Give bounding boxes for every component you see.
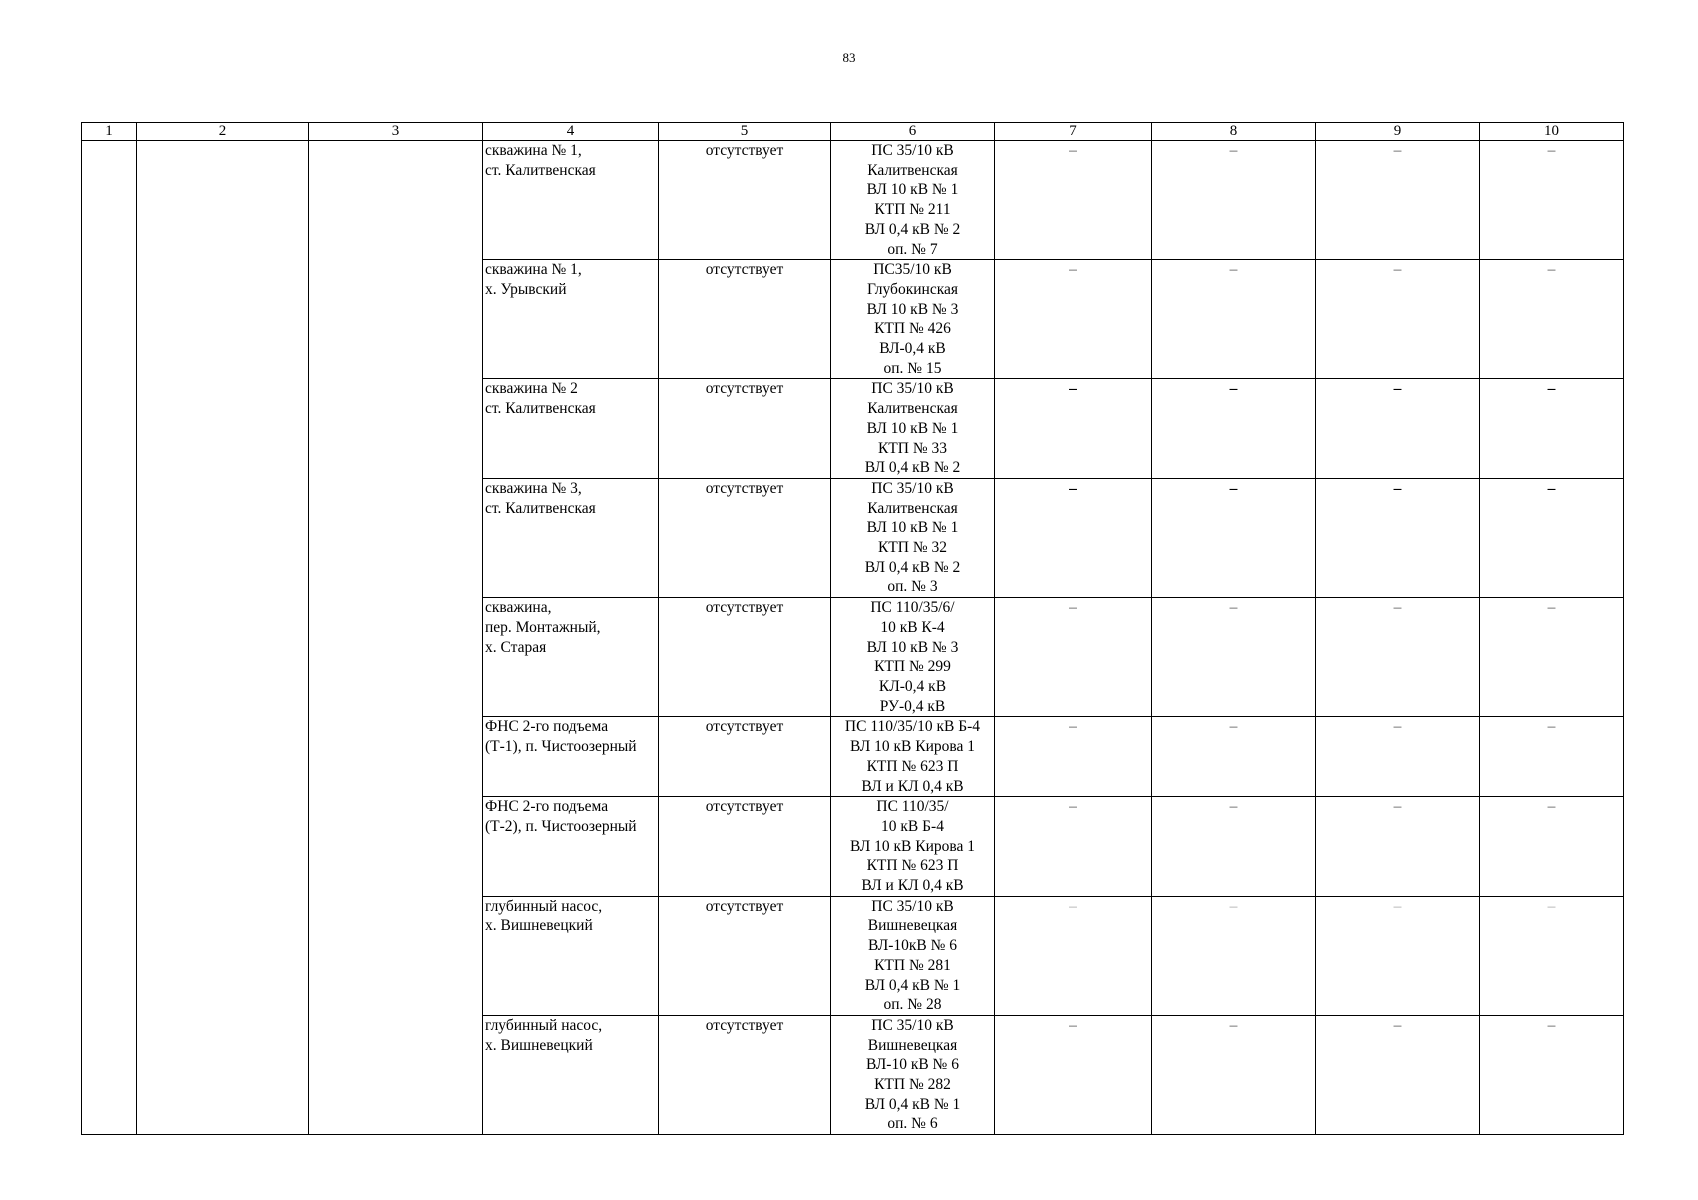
- header-row: [82, 123, 1624, 141]
- status-cell: отсутствует: [659, 478, 831, 597]
- cell-col2: [137, 141, 309, 1135]
- object-cell: скважина № 1, х. Урывский: [483, 260, 659, 379]
- supply-cell: ПС 110/35/ 10 кВ Б-4 ВЛ 10 кВ Кирова 1 КТП № 623 П ВЛ и КЛ 0,4 кВ: [831, 797, 995, 897]
- supply-cell: ПС 35/10 кВ Вишневецкая ВЛ-10 кВ № 6 КТП № 282 ВЛ 0,4 кВ № 1 оп. № 6: [831, 1015, 995, 1134]
- cell-col7: –: [995, 896, 1152, 1015]
- cell-col9: –: [1316, 260, 1480, 379]
- supply-cell: ПС 35/10 кВ Калитвенская ВЛ 10 кВ № 1 КТП № 33 ВЛ 0,4 кВ № 2: [831, 379, 995, 479]
- supply-cell: ПС 110/35/6/ 10 кВ К-4 ВЛ 10 кВ № 3 КТП № 299 КЛ-0,4 кВ РУ-0,4 кВ: [831, 598, 995, 717]
- col-header-4: 4: [483, 123, 659, 141]
- cell-col8: –: [1152, 797, 1316, 897]
- col-header-10: 10: [1480, 123, 1624, 141]
- object-cell: ФНС 2-го подъема (Т-1), п. Чистоозерный: [483, 717, 659, 797]
- cell-col7: –: [995, 797, 1152, 897]
- cell-col1: [82, 141, 137, 1135]
- cell-col9: –: [1316, 478, 1480, 597]
- status-cell: отсутствует: [659, 598, 831, 717]
- cell-col9: –: [1316, 141, 1480, 260]
- col-header-8: 8: [1152, 123, 1316, 141]
- cell-col8: –: [1152, 896, 1316, 1015]
- cell-col10: –: [1480, 598, 1624, 717]
- object-cell: скважина № 1, ст. Калитвенская: [483, 141, 659, 260]
- cell-col9: –: [1316, 598, 1480, 717]
- cell-col10: –: [1480, 379, 1624, 479]
- cell-col10: –: [1480, 717, 1624, 797]
- cell-col7: –: [995, 478, 1152, 597]
- status-cell: отсутствует: [659, 797, 831, 897]
- cell-col9: –: [1316, 717, 1480, 797]
- object-cell: глубинный насос, х. Вишневецкий: [483, 896, 659, 1015]
- cell-col8: –: [1152, 717, 1316, 797]
- col-header-1: 1: [82, 123, 137, 141]
- cell-col7: –: [995, 379, 1152, 479]
- cell-col8: –: [1152, 598, 1316, 717]
- cell-col8: –: [1152, 478, 1316, 597]
- cell-col7: –: [995, 598, 1152, 717]
- status-cell: отсутствует: [659, 379, 831, 479]
- cell-col10: –: [1480, 141, 1624, 260]
- status-cell: отсутствует: [659, 717, 831, 797]
- cell-col8: –: [1152, 260, 1316, 379]
- cell-col9: –: [1316, 896, 1480, 1015]
- cell-col7: –: [995, 260, 1152, 379]
- col-header-7: 7: [995, 123, 1152, 141]
- status-cell: отсутствует: [659, 896, 831, 1015]
- col-header-6: 6: [831, 123, 995, 141]
- object-cell: ФНС 2-го подъема (Т-2), п. Чистоозерный: [483, 797, 659, 897]
- cell-col9: –: [1316, 1015, 1480, 1134]
- data-table: [81, 122, 1624, 1135]
- table-row: [82, 141, 1624, 260]
- cell-col8: –: [1152, 141, 1316, 260]
- object-cell: скважина № 3, ст. Калитвенская: [483, 478, 659, 597]
- supply-cell: ПС 110/35/10 кВ Б-4 ВЛ 10 кВ Кирова 1 КТП № 623 П ВЛ и КЛ 0,4 кВ: [831, 717, 995, 797]
- page-number: 83: [842, 50, 856, 65]
- cell-col10: –: [1480, 478, 1624, 597]
- supply-cell: ПС 35/10 кВ Калитвенская ВЛ 10 кВ № 1 КТП № 32 ВЛ 0,4 кВ № 2 оп. № 3: [831, 478, 995, 597]
- status-cell: отсутствует: [659, 1015, 831, 1134]
- cell-col7: –: [995, 141, 1152, 260]
- col-header-2: 2: [137, 123, 309, 141]
- cell-col10: –: [1480, 797, 1624, 897]
- status-cell: отсутствует: [659, 260, 831, 379]
- cell-col3: [309, 141, 483, 1135]
- col-header-5: 5: [659, 123, 831, 141]
- status-cell: отсутствует: [659, 141, 831, 260]
- col-header-3: 3: [309, 123, 483, 141]
- cell-col10: –: [1480, 1015, 1624, 1134]
- supply-cell: ПС35/10 кВ Глубокинская ВЛ 10 кВ № 3 КТП № 426 ВЛ-0,4 кВ оп. № 15: [831, 260, 995, 379]
- cell-col8: –: [1152, 1015, 1316, 1134]
- cell-col9: –: [1316, 797, 1480, 897]
- col-header-9: 9: [1316, 123, 1480, 141]
- object-cell: скважина № 2 ст. Калитвенская: [483, 379, 659, 479]
- cell-col10: –: [1480, 896, 1624, 1015]
- supply-cell: ПС 35/10 кВ Вишневецкая ВЛ-10кВ № 6 КТП № 281 ВЛ 0,4 кВ № 1 оп. № 28: [831, 896, 995, 1015]
- cell-col10: –: [1480, 260, 1624, 379]
- cell-col9: –: [1316, 379, 1480, 479]
- cell-col7: –: [995, 1015, 1152, 1134]
- supply-cell: ПС 35/10 кВ Калитвенская ВЛ 10 кВ № 1 КТП № 211 ВЛ 0,4 кВ № 2 оп. № 7: [831, 141, 995, 260]
- cell-col8: –: [1152, 379, 1316, 479]
- object-cell: глубинный насос, х. Вишневецкий: [483, 1015, 659, 1134]
- object-cell: скважина, пер. Монтажный, х. Старая: [483, 598, 659, 717]
- cell-col7: –: [995, 717, 1152, 797]
